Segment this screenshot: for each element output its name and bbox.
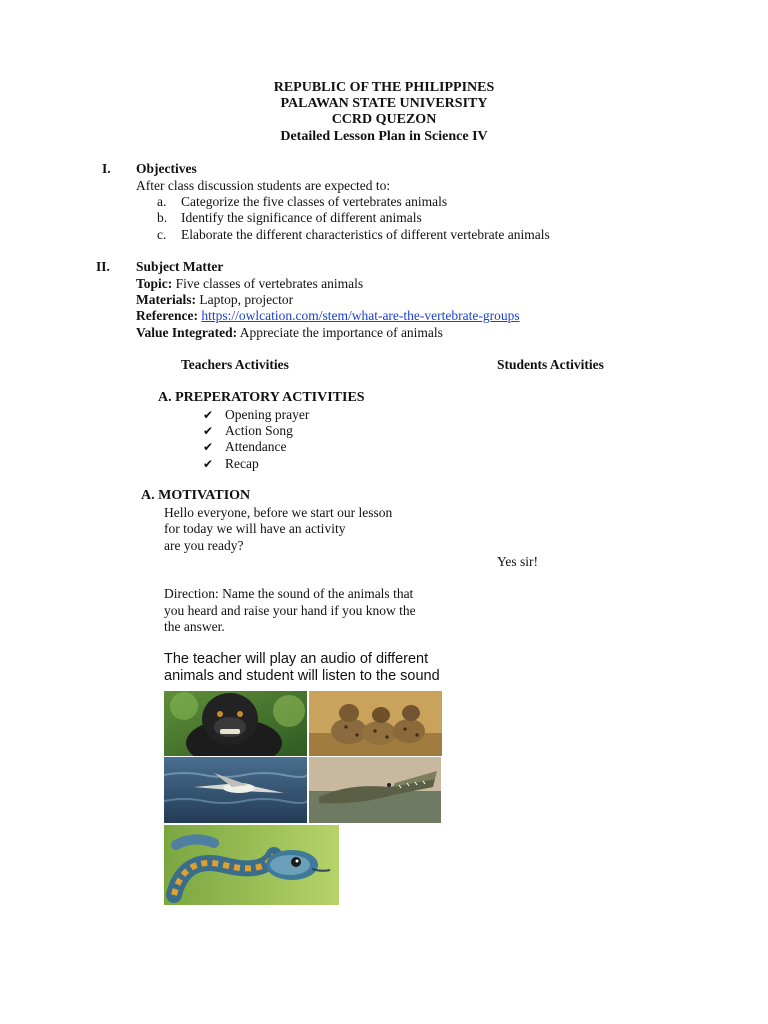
preparatory-item: ✔ Recap — [203, 456, 259, 471]
checkmark-icon: ✔ — [203, 408, 214, 422]
preparatory-item: ✔ Action Song — [203, 423, 293, 438]
header-line-3: CCRD QUEZON — [331, 112, 437, 127]
reference-line — [136, 308, 520, 325]
header-line-4: Detailed Lesson Plan in Science IV — [280, 129, 488, 144]
topic-value: Five classes of vertebrates animals — [175, 276, 364, 291]
materials-label: Materials: — [136, 292, 196, 307]
bird-image — [164, 757, 307, 823]
preparatory-item: ✔ Opening prayer — [203, 407, 310, 422]
checkmark-icon: ✔ — [203, 424, 214, 438]
objective-marker: a. — [157, 194, 167, 209]
objectives-numeral: I. — [102, 161, 111, 176]
motivation-line: for today we will have an activity — [164, 521, 346, 536]
direction-line: you heard and raise your hand if you know the — [164, 603, 416, 618]
checkmark-icon: ✔ — [203, 440, 214, 454]
preparatory-item: ✔ Attendance — [203, 439, 287, 454]
header-line-1: REPUBLIC OF THE PHILIPPINES — [273, 80, 495, 95]
header-line-2: PALAWAN STATE UNIVERSITY — [280, 96, 488, 111]
reference-link[interactable]: https://owlcation.com/stem/what-are-the-vertebrate-groups — [201, 308, 520, 323]
topic-line — [136, 276, 363, 293]
motivation-line: Hello everyone, before we start our lesson — [164, 505, 393, 520]
value-line — [136, 325, 443, 342]
direction-line: Direction: Name the sound of the animals that — [164, 586, 414, 601]
direction-line: the answer. — [164, 619, 225, 634]
subject-numeral: II. — [96, 259, 110, 274]
objectives-title: Objectives — [136, 161, 197, 176]
note-line: animals and student will listen to the sound — [164, 668, 440, 684]
topic-label: Topic: — [136, 276, 173, 291]
teachers-activities-heading: Teachers Activities — [181, 357, 289, 372]
crocodile-image — [309, 757, 441, 823]
objective-marker: b. — [157, 210, 168, 225]
materials-line — [136, 292, 293, 309]
objective-item: Elaborate the different characteristics of different vertebrate animals — [181, 227, 550, 242]
preparatory-title: A. PREPERATORY ACTIVITIES — [158, 390, 365, 405]
reference-label: Reference: — [136, 308, 198, 323]
student-response: Yes sir! — [497, 554, 539, 569]
value-label: Value Integrated: — [136, 325, 238, 340]
subject-title: Subject Matter — [136, 259, 224, 274]
objective-marker: c. — [157, 227, 167, 242]
checkmark-icon: ✔ — [203, 457, 214, 471]
objectives-intro: After class discussion students are expected to: — [136, 178, 391, 193]
students-activities-heading: Students Activities — [497, 357, 604, 372]
motivation-line: are you ready? — [164, 538, 244, 553]
hyenas-image — [309, 691, 442, 756]
monkey-image — [164, 691, 307, 756]
note-line: The teacher will play an audio of different — [164, 651, 429, 667]
objective-item: Categorize the five classes of vertebrates animals — [181, 194, 448, 209]
motivation-title: A. MOTIVATION — [141, 488, 251, 503]
objective-item: Identify the significance of different animals — [181, 210, 422, 225]
value-value: Appreciate the importance of animals — [239, 325, 443, 340]
snake-image — [164, 825, 339, 905]
materials-value: Laptop, projector — [199, 292, 294, 307]
